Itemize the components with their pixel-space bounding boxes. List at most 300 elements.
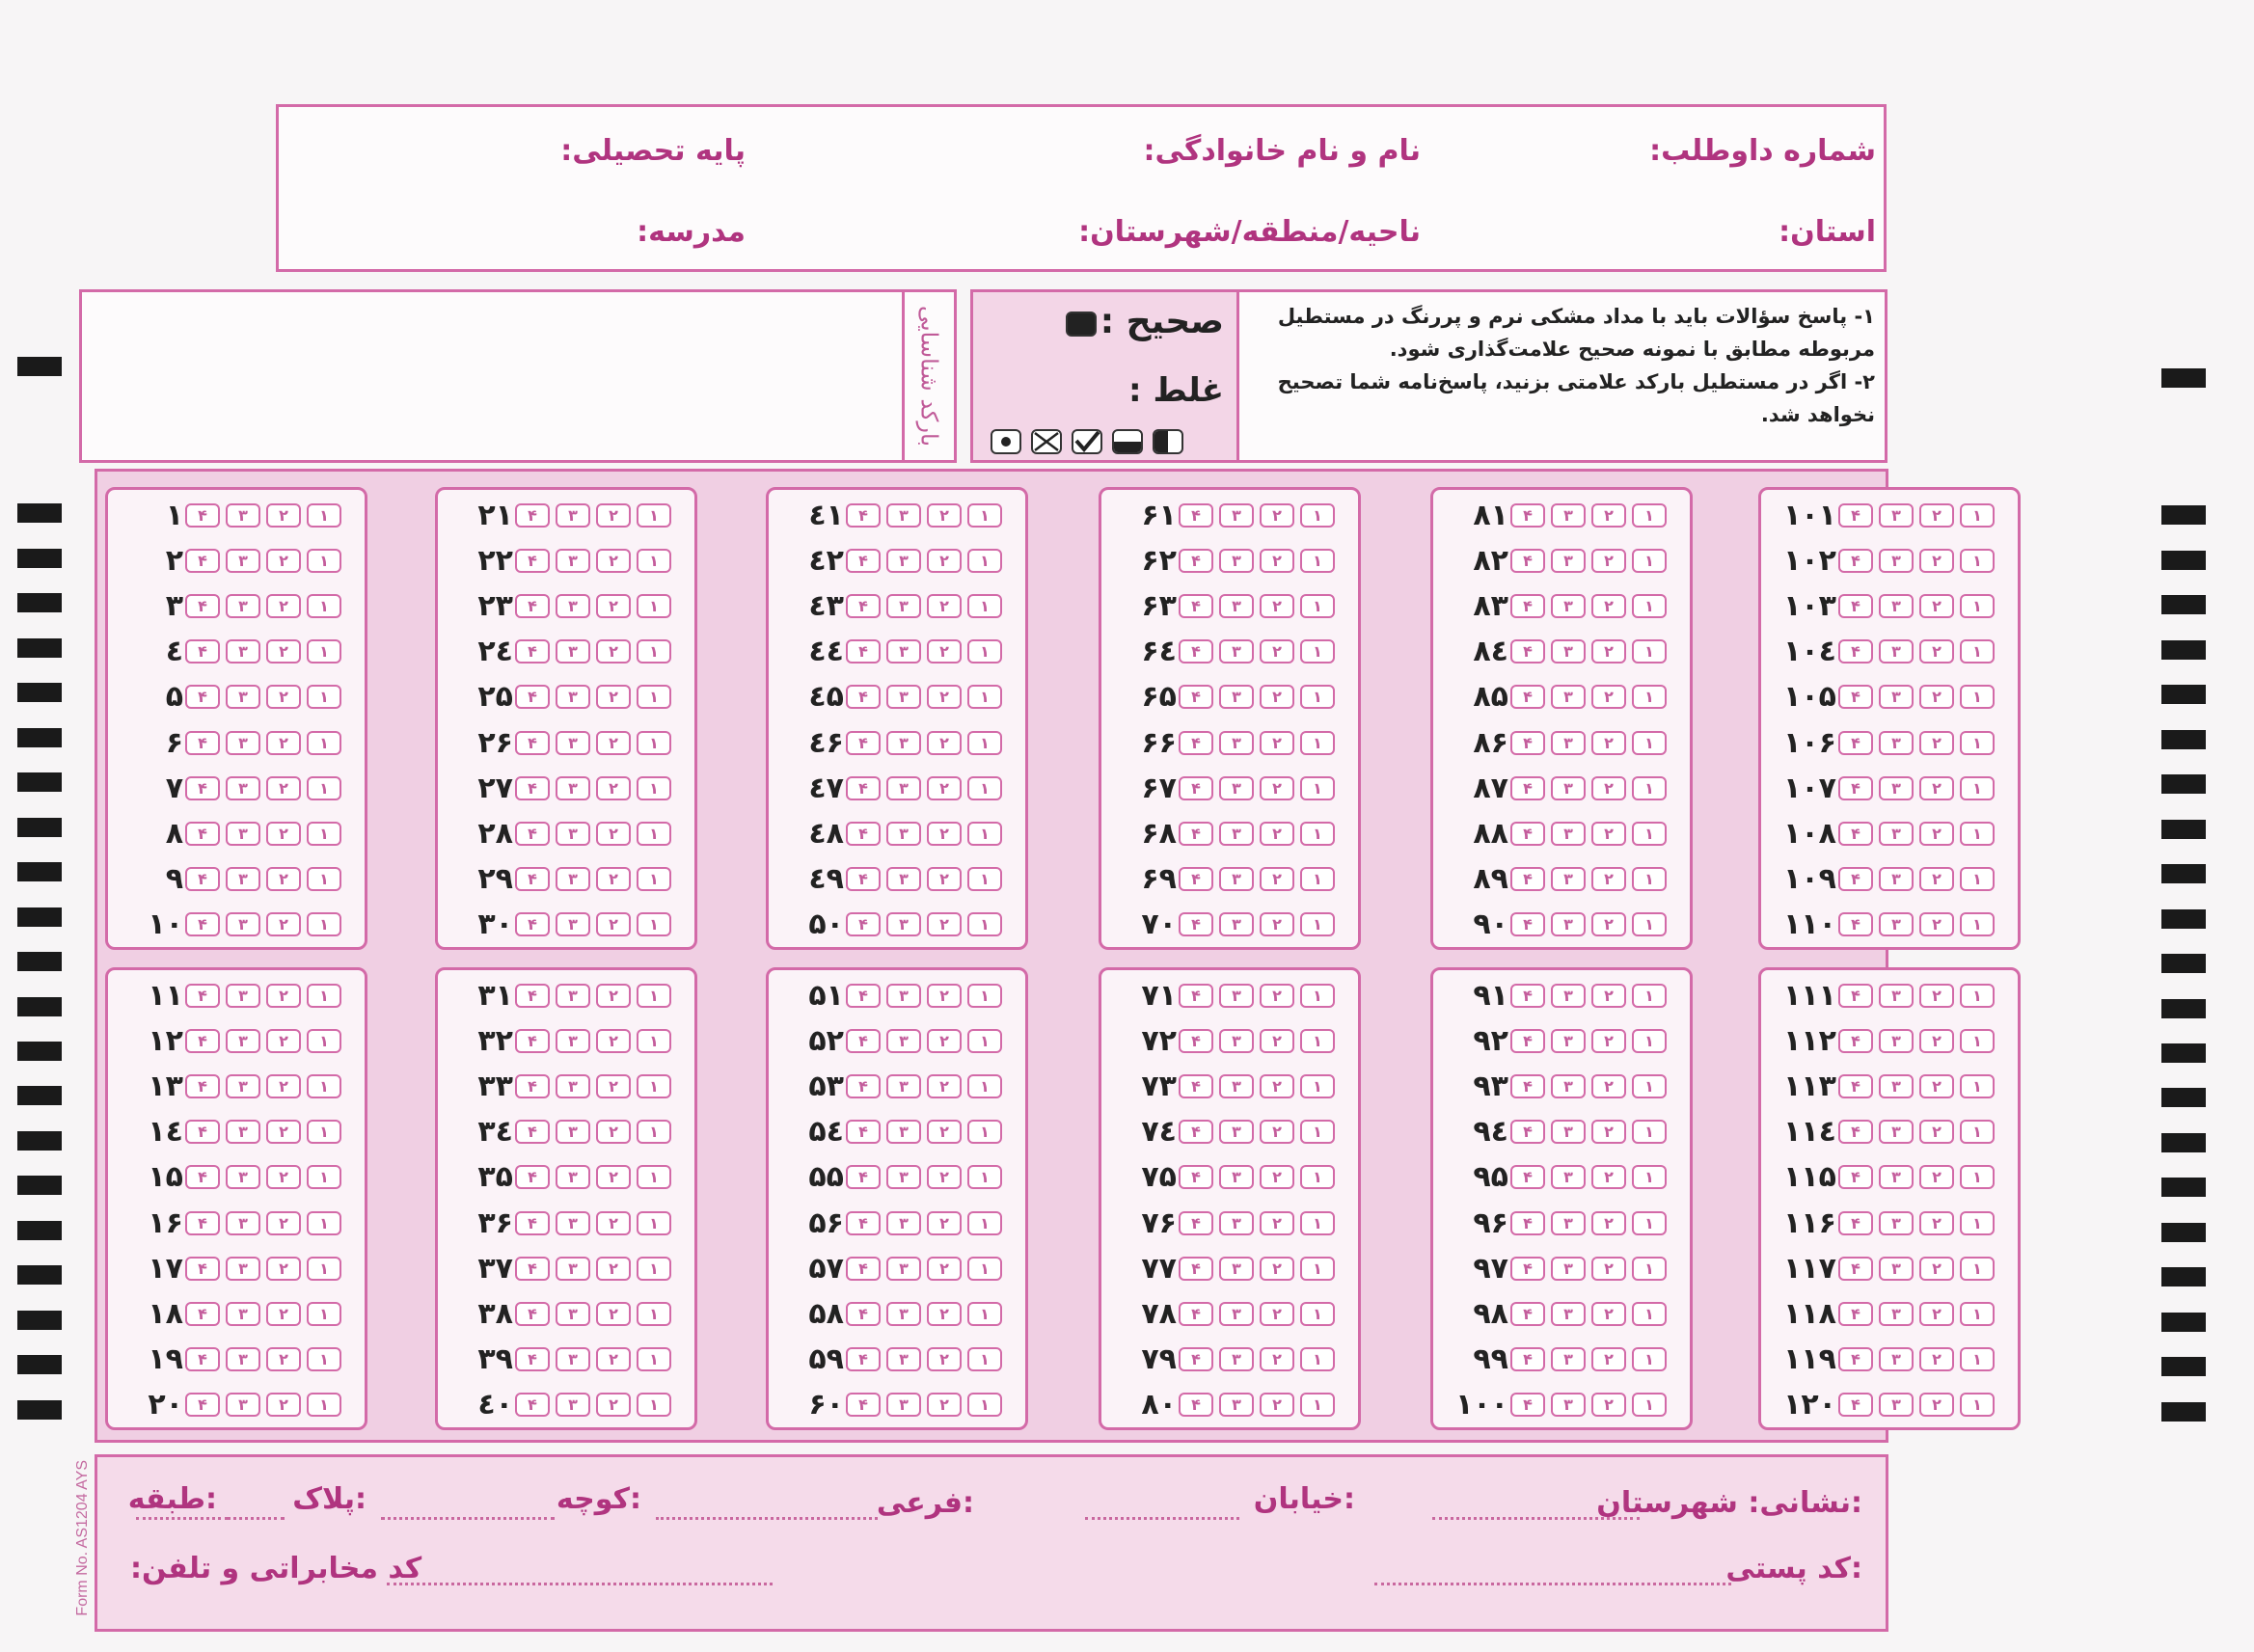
answer-option-bubble[interactable]: ۲ xyxy=(266,685,301,709)
answer-option-bubble[interactable]: ۴ xyxy=(1510,1074,1545,1098)
answer-option-bubble[interactable]: ۲ xyxy=(1591,867,1626,891)
answer-option-bubble[interactable]: ۱ xyxy=(637,1211,671,1235)
answer-option-bubble[interactable]: ۱ xyxy=(307,639,341,664)
answer-option-bubble[interactable]: ۲ xyxy=(1260,1302,1294,1326)
answer-option-bubble[interactable]: ۱ xyxy=(637,685,671,709)
answer-option-bubble[interactable]: ۱ xyxy=(637,639,671,664)
answer-option-bubble[interactable]: ۲ xyxy=(1919,594,1954,618)
answer-option-bubble[interactable]: ۲ xyxy=(927,867,962,891)
answer-option-bubble[interactable]: ۴ xyxy=(185,1120,220,1144)
answer-option-bubble[interactable]: ۳ xyxy=(226,685,260,709)
answer-option-bubble[interactable]: ۴ xyxy=(515,1302,550,1326)
answer-option-bubble[interactable]: ۴ xyxy=(1838,1029,1873,1053)
answer-option-bubble[interactable]: ۳ xyxy=(226,867,260,891)
answer-option-bubble[interactable]: ۳ xyxy=(1879,1029,1914,1053)
answer-option-bubble[interactable]: ۱ xyxy=(307,1074,341,1098)
answer-option-bubble[interactable]: ۱ xyxy=(307,549,341,573)
answer-option-bubble[interactable]: ۱ xyxy=(307,594,341,618)
answer-option-bubble[interactable]: ۴ xyxy=(1179,1211,1213,1235)
answer-option-bubble[interactable]: ۲ xyxy=(596,1120,631,1144)
answer-option-bubble[interactable]: ۱ xyxy=(1632,1074,1667,1098)
answer-option-bubble[interactable]: ۳ xyxy=(556,594,590,618)
answer-option-bubble[interactable]: ۴ xyxy=(846,594,881,618)
answer-option-bubble[interactable]: ۴ xyxy=(1179,503,1213,528)
answer-option-bubble[interactable]: ۳ xyxy=(1219,1165,1254,1189)
answer-option-bubble[interactable]: ۲ xyxy=(927,822,962,846)
answer-option-bubble[interactable]: ۴ xyxy=(846,984,881,1008)
answer-option-bubble[interactable]: ۴ xyxy=(515,685,550,709)
answer-option-bubble[interactable]: ۳ xyxy=(1879,867,1914,891)
answer-option-bubble[interactable]: ۱ xyxy=(1960,1165,1995,1189)
answer-option-bubble[interactable]: ۴ xyxy=(185,1165,220,1189)
answer-option-bubble[interactable]: ۳ xyxy=(556,822,590,846)
answer-option-bubble[interactable]: ۱ xyxy=(1632,984,1667,1008)
answer-option-bubble[interactable]: ۳ xyxy=(886,1302,921,1326)
answer-option-bubble[interactable]: ۱ xyxy=(1300,912,1335,936)
answer-option-bubble[interactable]: ۱ xyxy=(967,594,1002,618)
answer-option-bubble[interactable]: ۱ xyxy=(967,1211,1002,1235)
answer-option-bubble[interactable]: ۳ xyxy=(226,984,260,1008)
answer-option-bubble[interactable]: ۲ xyxy=(1919,549,1954,573)
answer-option-bubble[interactable]: ۲ xyxy=(1260,639,1294,664)
answer-option-bubble[interactable]: ۴ xyxy=(1179,822,1213,846)
answer-option-bubble[interactable]: ۴ xyxy=(1838,549,1873,573)
answer-option-bubble[interactable]: ۲ xyxy=(1591,731,1626,755)
answer-option-bubble[interactable]: ۲ xyxy=(1591,1120,1626,1144)
answer-option-bubble[interactable]: ۱ xyxy=(1960,731,1995,755)
answer-option-bubble[interactable]: ۲ xyxy=(1919,1211,1954,1235)
answer-option-bubble[interactable]: ۴ xyxy=(1179,1165,1213,1189)
answer-option-bubble[interactable]: ۳ xyxy=(1219,912,1254,936)
answer-option-bubble[interactable]: ۲ xyxy=(1591,822,1626,846)
answer-option-bubble[interactable]: ۴ xyxy=(1510,1347,1545,1371)
answer-option-bubble[interactable]: ۱ xyxy=(1300,503,1335,528)
answer-option-bubble[interactable]: ۲ xyxy=(1260,594,1294,618)
answer-option-bubble[interactable]: ۳ xyxy=(886,639,921,664)
answer-option-bubble[interactable]: ۳ xyxy=(556,912,590,936)
answer-option-bubble[interactable]: ۴ xyxy=(846,912,881,936)
answer-option-bubble[interactable]: ۲ xyxy=(596,594,631,618)
answer-option-bubble[interactable]: ۲ xyxy=(1919,1393,1954,1417)
answer-option-bubble[interactable]: ۳ xyxy=(886,1257,921,1281)
answer-option-bubble[interactable]: ۲ xyxy=(1591,1257,1626,1281)
answer-option-bubble[interactable]: ۱ xyxy=(637,731,671,755)
answer-option-bubble[interactable]: ۳ xyxy=(1879,822,1914,846)
answer-option-bubble[interactable]: ۱ xyxy=(307,1165,341,1189)
answer-option-bubble[interactable]: ۱ xyxy=(1632,1120,1667,1144)
answer-option-bubble[interactable]: ۳ xyxy=(1219,1302,1254,1326)
answer-option-bubble[interactable]: ۳ xyxy=(1551,1211,1586,1235)
answer-option-bubble[interactable]: ۳ xyxy=(1879,776,1914,800)
answer-option-bubble[interactable]: ۳ xyxy=(886,594,921,618)
answer-option-bubble[interactable]: ۴ xyxy=(1179,685,1213,709)
answer-option-bubble[interactable]: ۳ xyxy=(226,776,260,800)
answer-option-bubble[interactable]: ۲ xyxy=(596,1074,631,1098)
answer-option-bubble[interactable]: ۴ xyxy=(846,867,881,891)
answer-option-bubble[interactable]: ۳ xyxy=(1879,1074,1914,1098)
answer-option-bubble[interactable]: ۱ xyxy=(307,867,341,891)
answer-option-bubble[interactable]: ۴ xyxy=(515,503,550,528)
answer-option-bubble[interactable]: ۳ xyxy=(1551,1120,1586,1144)
answer-option-bubble[interactable]: ۴ xyxy=(1838,731,1873,755)
answer-option-bubble[interactable]: ۳ xyxy=(556,1029,590,1053)
answer-option-bubble[interactable]: ۴ xyxy=(185,549,220,573)
answer-option-bubble[interactable]: ۴ xyxy=(1838,984,1873,1008)
answer-option-bubble[interactable]: ۱ xyxy=(637,912,671,936)
answer-option-bubble[interactable]: ۳ xyxy=(1551,867,1586,891)
answer-option-bubble[interactable]: ۳ xyxy=(1551,549,1586,573)
answer-option-bubble[interactable]: ۲ xyxy=(1260,912,1294,936)
answer-option-bubble[interactable]: ۱ xyxy=(1960,1347,1995,1371)
answer-option-bubble[interactable]: ۲ xyxy=(1919,503,1954,528)
answer-option-bubble[interactable]: ۳ xyxy=(226,1165,260,1189)
answer-option-bubble[interactable]: ۳ xyxy=(556,1074,590,1098)
answer-option-bubble[interactable]: ۴ xyxy=(515,594,550,618)
answer-option-bubble[interactable]: ۲ xyxy=(1260,731,1294,755)
answer-option-bubble[interactable]: ۲ xyxy=(1260,1347,1294,1371)
answer-option-bubble[interactable]: ۳ xyxy=(556,1347,590,1371)
answer-option-bubble[interactable]: ۱ xyxy=(307,1257,341,1281)
answer-option-bubble[interactable]: ۴ xyxy=(185,1347,220,1371)
answer-option-bubble[interactable]: ۲ xyxy=(596,549,631,573)
answer-option-bubble[interactable]: ۲ xyxy=(266,1257,301,1281)
answer-option-bubble[interactable]: ۴ xyxy=(515,1347,550,1371)
answer-option-bubble[interactable]: ۱ xyxy=(1300,1165,1335,1189)
answer-option-bubble[interactable]: ۳ xyxy=(1551,1302,1586,1326)
answer-option-bubble[interactable]: ۱ xyxy=(637,1393,671,1417)
answer-option-bubble[interactable]: ۳ xyxy=(1219,1347,1254,1371)
answer-option-bubble[interactable]: ۱ xyxy=(1632,912,1667,936)
answer-option-bubble[interactable]: ۲ xyxy=(1919,1257,1954,1281)
answer-option-bubble[interactable]: ۲ xyxy=(1591,503,1626,528)
answer-option-bubble[interactable]: ۱ xyxy=(1960,984,1995,1008)
answer-option-bubble[interactable]: ۳ xyxy=(886,1347,921,1371)
answer-option-bubble[interactable]: ۲ xyxy=(927,912,962,936)
answer-option-bubble[interactable]: ۱ xyxy=(1300,822,1335,846)
answer-option-bubble[interactable]: ۴ xyxy=(1510,594,1545,618)
answer-option-bubble[interactable]: ۲ xyxy=(1260,822,1294,846)
answer-option-bubble[interactable]: ۱ xyxy=(637,822,671,846)
answer-option-bubble[interactable]: ۲ xyxy=(927,639,962,664)
answer-option-bubble[interactable]: ۳ xyxy=(226,1393,260,1417)
answer-option-bubble[interactable]: ۱ xyxy=(1300,1257,1335,1281)
answer-option-bubble[interactable]: ۱ xyxy=(1960,912,1995,936)
answer-option-bubble[interactable]: ۴ xyxy=(1179,984,1213,1008)
answer-option-bubble[interactable]: ۴ xyxy=(1510,1393,1545,1417)
answer-option-bubble[interactable]: ۱ xyxy=(307,1393,341,1417)
answer-option-bubble[interactable]: ۲ xyxy=(1260,503,1294,528)
answer-option-bubble[interactable]: ۱ xyxy=(1300,594,1335,618)
answer-option-bubble[interactable]: ۴ xyxy=(185,776,220,800)
answer-option-bubble[interactable]: ۳ xyxy=(1551,822,1586,846)
answer-option-bubble[interactable]: ۴ xyxy=(185,1302,220,1326)
answer-option-bubble[interactable]: ۱ xyxy=(1960,1257,1995,1281)
answer-option-bubble[interactable]: ۱ xyxy=(1960,639,1995,664)
answer-option-bubble[interactable]: ۴ xyxy=(846,1302,881,1326)
answer-option-bubble[interactable]: ۱ xyxy=(1960,1074,1995,1098)
answer-option-bubble[interactable]: ۴ xyxy=(1179,1120,1213,1144)
answer-option-bubble[interactable]: ۳ xyxy=(556,1393,590,1417)
answer-option-bubble[interactable]: ۳ xyxy=(1551,1257,1586,1281)
answer-option-bubble[interactable]: ۲ xyxy=(1260,867,1294,891)
answer-option-bubble[interactable]: ۴ xyxy=(1838,1165,1873,1189)
answer-option-bubble[interactable]: ۳ xyxy=(886,1029,921,1053)
answer-option-bubble[interactable]: ۳ xyxy=(1219,1211,1254,1235)
answer-option-bubble[interactable]: ۳ xyxy=(886,1211,921,1235)
answer-option-bubble[interactable]: ۳ xyxy=(1219,639,1254,664)
answer-option-bubble[interactable]: ۱ xyxy=(1632,1029,1667,1053)
answer-option-bubble[interactable]: ۳ xyxy=(1219,1029,1254,1053)
answer-option-bubble[interactable]: ۲ xyxy=(927,1393,962,1417)
answer-option-bubble[interactable]: ۱ xyxy=(637,1257,671,1281)
answer-option-bubble[interactable]: ۳ xyxy=(886,685,921,709)
answer-option-bubble[interactable]: ۲ xyxy=(1919,1302,1954,1326)
answer-option-bubble[interactable]: ۱ xyxy=(1300,1302,1335,1326)
answer-option-bubble[interactable]: ۳ xyxy=(886,776,921,800)
answer-option-bubble[interactable]: ۱ xyxy=(1960,1211,1995,1235)
answer-option-bubble[interactable]: ۳ xyxy=(1219,1393,1254,1417)
answer-option-bubble[interactable]: ۲ xyxy=(596,1302,631,1326)
answer-option-bubble[interactable]: ۳ xyxy=(1551,1347,1586,1371)
answer-option-bubble[interactable]: ۲ xyxy=(596,1347,631,1371)
answer-option-bubble[interactable]: ۴ xyxy=(1838,685,1873,709)
answer-option-bubble[interactable]: ۲ xyxy=(1591,984,1626,1008)
answer-option-bubble[interactable]: ۱ xyxy=(1632,776,1667,800)
answer-option-bubble[interactable]: ۲ xyxy=(1919,731,1954,755)
answer-option-bubble[interactable]: ۳ xyxy=(1551,1393,1586,1417)
answer-option-bubble[interactable]: ۱ xyxy=(967,1165,1002,1189)
answer-option-bubble[interactable]: ۴ xyxy=(1838,1347,1873,1371)
answer-option-bubble[interactable]: ۳ xyxy=(556,1211,590,1235)
answer-option-bubble[interactable]: ۴ xyxy=(1510,984,1545,1008)
answer-option-bubble[interactable]: ۴ xyxy=(185,1393,220,1417)
answer-option-bubble[interactable]: ۳ xyxy=(1551,1074,1586,1098)
answer-option-bubble[interactable]: ۳ xyxy=(1879,1165,1914,1189)
answer-option-bubble[interactable]: ۲ xyxy=(266,1211,301,1235)
answer-option-bubble[interactable]: ۱ xyxy=(1300,1211,1335,1235)
answer-option-bubble[interactable]: ۲ xyxy=(1260,1257,1294,1281)
answer-option-bubble[interactable]: ۳ xyxy=(1219,685,1254,709)
answer-option-bubble[interactable]: ۲ xyxy=(1260,1074,1294,1098)
answer-option-bubble[interactable]: ۱ xyxy=(307,503,341,528)
answer-option-bubble[interactable]: ۱ xyxy=(1300,1347,1335,1371)
answer-option-bubble[interactable]: ۱ xyxy=(1300,549,1335,573)
answer-option-bubble[interactable]: ۴ xyxy=(515,984,550,1008)
answer-option-bubble[interactable]: ۴ xyxy=(185,639,220,664)
answer-option-bubble[interactable]: ۲ xyxy=(266,1393,301,1417)
answer-option-bubble[interactable]: ۱ xyxy=(967,776,1002,800)
answer-option-bubble[interactable]: ۴ xyxy=(1510,685,1545,709)
answer-option-bubble[interactable]: ۲ xyxy=(266,1074,301,1098)
answer-option-bubble[interactable]: ۴ xyxy=(1179,867,1213,891)
answer-option-bubble[interactable]: ۲ xyxy=(1591,776,1626,800)
answer-option-bubble[interactable]: ۲ xyxy=(1260,984,1294,1008)
answer-option-bubble[interactable]: ۴ xyxy=(1510,1120,1545,1144)
answer-option-bubble[interactable]: ۳ xyxy=(1879,594,1914,618)
answer-option-bubble[interactable]: ۴ xyxy=(1179,1302,1213,1326)
answer-option-bubble[interactable]: ۴ xyxy=(185,1029,220,1053)
answer-option-bubble[interactable]: ۳ xyxy=(886,912,921,936)
answer-option-bubble[interactable]: ۳ xyxy=(226,731,260,755)
answer-option-bubble[interactable]: ۳ xyxy=(1551,1165,1586,1189)
answer-option-bubble[interactable]: ۱ xyxy=(1300,1074,1335,1098)
answer-option-bubble[interactable]: ۳ xyxy=(556,685,590,709)
answer-option-bubble[interactable]: ۱ xyxy=(967,912,1002,936)
answer-option-bubble[interactable]: ۱ xyxy=(1300,685,1335,709)
answer-option-bubble[interactable]: ۲ xyxy=(1591,685,1626,709)
answer-option-bubble[interactable]: ۴ xyxy=(1179,1393,1213,1417)
answer-option-bubble[interactable]: ۴ xyxy=(185,1211,220,1235)
answer-option-bubble[interactable]: ۲ xyxy=(596,1165,631,1189)
answer-option-bubble[interactable]: ۳ xyxy=(556,549,590,573)
answer-option-bubble[interactable]: ۳ xyxy=(1879,503,1914,528)
answer-option-bubble[interactable]: ۱ xyxy=(637,1347,671,1371)
answer-option-bubble[interactable]: ۲ xyxy=(927,503,962,528)
answer-option-bubble[interactable]: ۱ xyxy=(637,984,671,1008)
answer-option-bubble[interactable]: ۱ xyxy=(1632,1165,1667,1189)
answer-option-bubble[interactable]: ۴ xyxy=(515,549,550,573)
answer-option-bubble[interactable]: ۴ xyxy=(846,639,881,664)
answer-option-bubble[interactable]: ۱ xyxy=(1632,731,1667,755)
answer-option-bubble[interactable]: ۳ xyxy=(1551,594,1586,618)
answer-option-bubble[interactable]: ۱ xyxy=(1960,1120,1995,1144)
answer-option-bubble[interactable]: ۲ xyxy=(1260,1211,1294,1235)
answer-option-bubble[interactable]: ۲ xyxy=(1260,1393,1294,1417)
answer-option-bubble[interactable]: ۴ xyxy=(846,1393,881,1417)
answer-option-bubble[interactable]: ۲ xyxy=(1919,912,1954,936)
answer-option-bubble[interactable]: ۱ xyxy=(1960,503,1995,528)
answer-option-bubble[interactable]: ۱ xyxy=(1300,1393,1335,1417)
answer-option-bubble[interactable]: ۱ xyxy=(307,1302,341,1326)
answer-option-bubble[interactable]: ۴ xyxy=(515,912,550,936)
answer-option-bubble[interactable]: ۱ xyxy=(637,1302,671,1326)
answer-option-bubble[interactable]: ۴ xyxy=(515,1074,550,1098)
answer-option-bubble[interactable]: ۱ xyxy=(1632,1257,1667,1281)
answer-option-bubble[interactable]: ۳ xyxy=(1879,549,1914,573)
answer-option-bubble[interactable]: ۲ xyxy=(927,1074,962,1098)
answer-option-bubble[interactable]: ۳ xyxy=(556,503,590,528)
answer-option-bubble[interactable]: ۲ xyxy=(266,984,301,1008)
answer-option-bubble[interactable]: ۴ xyxy=(1510,1165,1545,1189)
answer-option-bubble[interactable]: ۱ xyxy=(1300,984,1335,1008)
answer-option-bubble[interactable]: ۲ xyxy=(1919,984,1954,1008)
answer-option-bubble[interactable]: ۴ xyxy=(846,1165,881,1189)
answer-option-bubble[interactable]: ۱ xyxy=(1300,639,1335,664)
answer-option-bubble[interactable]: ۴ xyxy=(185,731,220,755)
answer-option-bubble[interactable]: ۳ xyxy=(1879,1211,1914,1235)
answer-option-bubble[interactable]: ۴ xyxy=(1838,1257,1873,1281)
answer-option-bubble[interactable]: ۳ xyxy=(1879,912,1914,936)
answer-option-bubble[interactable]: ۱ xyxy=(637,1029,671,1053)
answer-option-bubble[interactable]: ۲ xyxy=(927,549,962,573)
answer-option-bubble[interactable]: ۴ xyxy=(1179,731,1213,755)
answer-option-bubble[interactable]: ۱ xyxy=(307,822,341,846)
answer-option-bubble[interactable]: ۲ xyxy=(1260,685,1294,709)
answer-option-bubble[interactable]: ۲ xyxy=(1919,1120,1954,1144)
answer-option-bubble[interactable]: ۴ xyxy=(846,776,881,800)
answer-option-bubble[interactable]: ۴ xyxy=(846,1120,881,1144)
answer-option-bubble[interactable]: ۲ xyxy=(927,984,962,1008)
answer-option-bubble[interactable]: ۴ xyxy=(1838,1074,1873,1098)
answer-option-bubble[interactable]: ۳ xyxy=(226,594,260,618)
answer-option-bubble[interactable]: ۳ xyxy=(226,1074,260,1098)
answer-option-bubble[interactable]: ۴ xyxy=(1510,1029,1545,1053)
answer-option-bubble[interactable]: ۱ xyxy=(1632,685,1667,709)
answer-option-bubble[interactable]: ۳ xyxy=(226,639,260,664)
answer-option-bubble[interactable]: ۳ xyxy=(1551,984,1586,1008)
answer-option-bubble[interactable]: ۴ xyxy=(846,731,881,755)
answer-option-bubble[interactable]: ۱ xyxy=(967,1120,1002,1144)
answer-option-bubble[interactable]: ۴ xyxy=(1179,639,1213,664)
answer-option-bubble[interactable]: ۲ xyxy=(1591,1165,1626,1189)
answer-option-bubble[interactable]: ۳ xyxy=(886,1074,921,1098)
answer-option-bubble[interactable]: ۴ xyxy=(1179,1347,1213,1371)
answer-option-bubble[interactable]: ۴ xyxy=(1179,549,1213,573)
answer-option-bubble[interactable]: ۱ xyxy=(1632,1302,1667,1326)
answer-option-bubble[interactable]: ۲ xyxy=(927,1302,962,1326)
answer-option-bubble[interactable]: ۲ xyxy=(596,1211,631,1235)
answer-option-bubble[interactable]: ۳ xyxy=(1219,1074,1254,1098)
answer-option-bubble[interactable]: ۲ xyxy=(1591,1029,1626,1053)
answer-option-bubble[interactable]: ۱ xyxy=(637,503,671,528)
answer-option-bubble[interactable]: ۳ xyxy=(556,867,590,891)
answer-option-bubble[interactable]: ۲ xyxy=(266,594,301,618)
answer-option-bubble[interactable]: ۳ xyxy=(556,776,590,800)
answer-option-bubble[interactable]: ۱ xyxy=(967,503,1002,528)
answer-option-bubble[interactable]: ۲ xyxy=(266,1302,301,1326)
answer-option-bubble[interactable]: ۴ xyxy=(185,1257,220,1281)
answer-option-bubble[interactable]: ۳ xyxy=(886,503,921,528)
answer-option-bubble[interactable]: ۱ xyxy=(1632,822,1667,846)
answer-option-bubble[interactable]: ۴ xyxy=(1838,1302,1873,1326)
answer-option-bubble[interactable]: ۲ xyxy=(596,639,631,664)
answer-option-bubble[interactable]: ۴ xyxy=(515,822,550,846)
answer-option-bubble[interactable]: ۱ xyxy=(967,1257,1002,1281)
answer-option-bubble[interactable]: ۳ xyxy=(1219,867,1254,891)
answer-option-bubble[interactable]: ۴ xyxy=(515,639,550,664)
answer-option-bubble[interactable]: ۴ xyxy=(1510,639,1545,664)
answer-option-bubble[interactable]: ۳ xyxy=(1219,822,1254,846)
answer-option-bubble[interactable]: ۴ xyxy=(846,1029,881,1053)
answer-option-bubble[interactable]: ۲ xyxy=(266,1347,301,1371)
answer-option-bubble[interactable]: ۲ xyxy=(1919,822,1954,846)
answer-option-bubble[interactable]: ۳ xyxy=(1551,776,1586,800)
answer-option-bubble[interactable]: ۱ xyxy=(1632,867,1667,891)
answer-option-bubble[interactable]: ۱ xyxy=(637,1165,671,1189)
answer-option-bubble[interactable]: ۱ xyxy=(307,1347,341,1371)
answer-option-bubble[interactable]: ۴ xyxy=(1179,1074,1213,1098)
answer-option-bubble[interactable]: ۳ xyxy=(1551,1029,1586,1053)
answer-option-bubble[interactable]: ۳ xyxy=(1551,503,1586,528)
answer-option-bubble[interactable]: ۲ xyxy=(266,1029,301,1053)
answer-option-bubble[interactable]: ۱ xyxy=(1300,776,1335,800)
answer-option-bubble[interactable]: ۱ xyxy=(307,776,341,800)
answer-option-bubble[interactable]: ۱ xyxy=(637,549,671,573)
answer-option-bubble[interactable]: ۳ xyxy=(886,1165,921,1189)
answer-option-bubble[interactable]: ۴ xyxy=(1838,639,1873,664)
answer-option-bubble[interactable]: ۴ xyxy=(515,731,550,755)
answer-option-bubble[interactable]: ۴ xyxy=(515,1393,550,1417)
answer-option-bubble[interactable]: ۲ xyxy=(266,549,301,573)
answer-option-bubble[interactable]: ۴ xyxy=(515,776,550,800)
answer-option-bubble[interactable]: ۴ xyxy=(515,1257,550,1281)
answer-option-bubble[interactable]: ۲ xyxy=(927,731,962,755)
answer-option-bubble[interactable]: ۳ xyxy=(556,984,590,1008)
answer-option-bubble[interactable]: ۳ xyxy=(1219,503,1254,528)
answer-option-bubble[interactable]: ۱ xyxy=(1960,1029,1995,1053)
answer-option-bubble[interactable]: ۳ xyxy=(1219,594,1254,618)
answer-option-bubble[interactable]: ۳ xyxy=(1879,731,1914,755)
